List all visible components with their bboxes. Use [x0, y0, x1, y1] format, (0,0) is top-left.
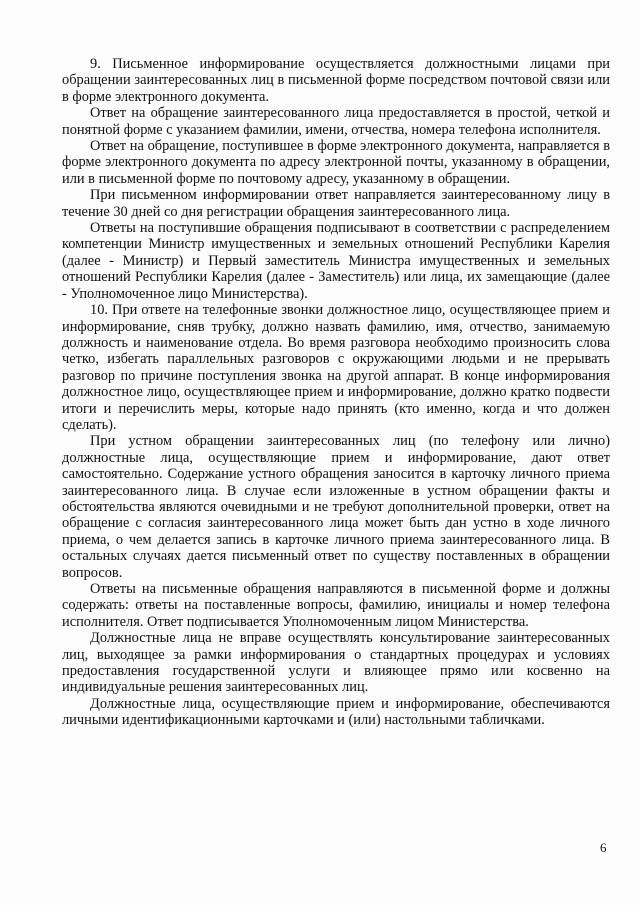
paragraph-answer-form: Ответ на обращение заинтересованного лица предоставляется в простой, четкой и понятной форме с указанием фамилии, имени, отчества, номера телефона исполнителя.	[62, 105, 610, 138]
paragraph-written-answers-content: Ответы на письменные обращения направляются в письменной форме и должны содержать: ответы на поставленные вопросы, фамилию, инициалы и номер телефона исполнителя. Ответ подписывается Уполномоченным лицом Министерства.	[62, 581, 610, 630]
paragraph-written-informing: 9. Письменное информирование осуществляется должностными лицами при обращении заинтересованных лиц в письменной форме посредством почтовой связи или в форме электронного документа.	[62, 56, 610, 105]
paragraph-identification-cards: Должностные лица, осуществляющие прием и информирование, обеспечиваются личными идентификационными карточками и (или) настольными табличками.	[62, 695, 610, 729]
paragraph-phone-calls: 10. При ответе на телефонные звонки должностное лицо, осуществляющее прием и информирование, сняв трубку, должно назвать фамилию, имя, отчество, занимаемую должность и наименование отдела. Во время разговора необходимо произносить слова четко, избегать параллельных разговоров с окружающими людьми и не прерывать разговор по причине поступления звонка на другой аппарат. В конце информирования должностное лицо, осуществляющее прием и информирование, должно кратко подвести итоги и перечислить меры, которые надо принять (кто именно, когда и что должен сделать).	[62, 302, 610, 433]
page-number: 6	[600, 840, 607, 855]
paragraph-consulting-restriction: Должностные лица не вправе осуществлять консультирование заинтересованных лиц, выходящее за рамки информирования о стандартных процедурах и условиях предоставления государственной услуги и влияющее прямо или косвенно на индивидуальные решения заинтересованных лиц.	[62, 630, 610, 696]
document-body	[62, 56, 610, 729]
paragraph-oral-requests: При устном обращении заинтересованных лиц (по телефону или лично) должностные лица, осуществляющие прием и информирование, дают ответ самостоятельно. Содержание устного обращения заносится в карточку личного приема заинтересованного лица. В случае если изложенные в устном обращении факты и обстоятельства являются очевидными и не требуют дополнительной проверки, ответ на обращение с согласия заинтересованного лица может быть дан устно в ходе личного приема, о чем делается запись в карточке личного приема заинтересованного лица. В остальных случаях дается письменный ответ по существу поставленных в обращении вопросов.	[62, 433, 610, 581]
paragraph-answer-signatories: Ответы на поступившие обращения подписывают в соответствии с распределением компетенции Министр имущественных и земельных отношений Республики Карелия (далее - Министр) и Первый заместитель Министра имущественных и земельных отношений Республики Карелия (далее - Заместитель) или лица, их замещающие (далее - Уполномоченное лицо Министерства).	[62, 220, 610, 302]
paragraph-answer-deadline: При письменном информировании ответ направляется заинтересованному лицу в течение 30 дней со дня регистрации обращения заинтересованного лица.	[62, 187, 610, 220]
paragraph-electronic-answer: Ответ на обращение, поступившее в форме электронного документа, направляется в форме электронного документа по адресу электронной почты, указанному в обращении, или в письменной форме по почтовому адресу, указанному в обращении.	[62, 138, 610, 187]
